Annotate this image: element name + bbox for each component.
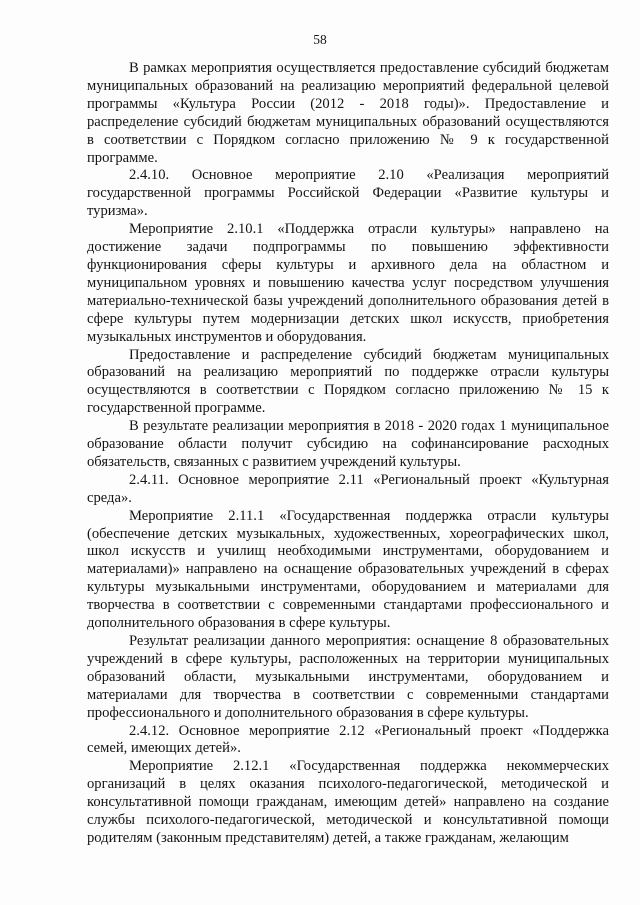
paragraph-activity-2-11-1: Мероприятие 2.11.1 «Государственная поддержка отрасли культуры (обеспечение детских музыкальных, художественных, хореографических школ, школ искусств и училищ необходимыми инструментами, оборудованием и материалами)» направлено на оснащение образовательных учреждений в сферах культуры музыкальными инструментами, оборудованием и материалами для творчества в соответствии с современными стандартами профессионального и дополнительного образования в сфере культуры. xyxy=(87,507,609,632)
paragraph-result-2018-2020: В результате реализации мероприятия в 2018 - 2020 годах 1 муниципальное образование области получит субсидию на софинансирование расходных обязательств, связанных с развитием учреждений культуры. xyxy=(87,418,609,470)
page-number: 58 xyxy=(313,32,327,47)
paragraph-main-activity-2-10: 2.4.10. Основное мероприятие 2.10 «Реализация мероприятий государственной программы Российской Федерации «Развитие культуры и туризма». xyxy=(87,167,609,220)
paragraph-main-activity-2-12: 2.4.12. Основное мероприятие 2.12 «Региональный проект «Поддержка семей, имеющих детей». xyxy=(87,722,609,757)
document-body xyxy=(87,60,609,848)
paragraph-distribution-subsidies: Предоставление и распределение субсидий бюджетам муниципальных образований на реализацию мероприятий по поддержке отрасли культуры осуществляются в соответствии с Порядком согласно приложению № 15 к государственной программе. xyxy=(87,346,609,417)
paragraph-activity-2-10-1: Мероприятие 2.10.1 «Поддержка отрасли культуры» направлено на достижение задачи подпрограммы по повышению эффективности функционирования сферы культуры и архивного дела на областном и муниципальном уровнях и повышению качества услуг посредством улучшения материально-технической базы учреждений дополнительного образования детей в сфере культуры путем модернизации детских школ искусств, приобретения музыкальных инструментов и оборудования. xyxy=(87,221,609,345)
paragraph-result-equipment: Результат реализации данного мероприятия: оснащение 8 образовательных учреждений в сфере культуры, расположенных на территории муниципальных образований области, музыкальными инструментами, оборудованием и материалами для творчества в соответствии с современными стандартами профессионального и дополнительного образования в сфере культуры. xyxy=(87,633,609,721)
paragraph-main-activity-2-11: 2.4.11. Основное мероприятие 2.11 «Региональный проект «Культурная среда». xyxy=(87,471,609,506)
paragraph-subsidies-culture-russia: В рамках мероприятия осуществляется предоставление субсидий бюджетам муниципальных образований на реализацию мероприятий федеральной целевой программы «Культура России (2012 - 2018 годы)». Предоставление и распределение субсидий бюджетам муниципальных образований осуществляются в соответствии с Порядком согласно приложению № 9 к государственной программе. xyxy=(87,60,609,166)
paragraph-activity-2-12-1: Мероприятие 2.12.1 «Государственная поддержка некоммерческих организаций в целях оказания психолого-педагогической, методической и консультативной помощи гражданам, имеющим детей» направлено на создание службы психолого-педагогической, методической и консультативной помощи родителям (законным представителям) детей, а также гражданам, желающим xyxy=(87,758,609,846)
